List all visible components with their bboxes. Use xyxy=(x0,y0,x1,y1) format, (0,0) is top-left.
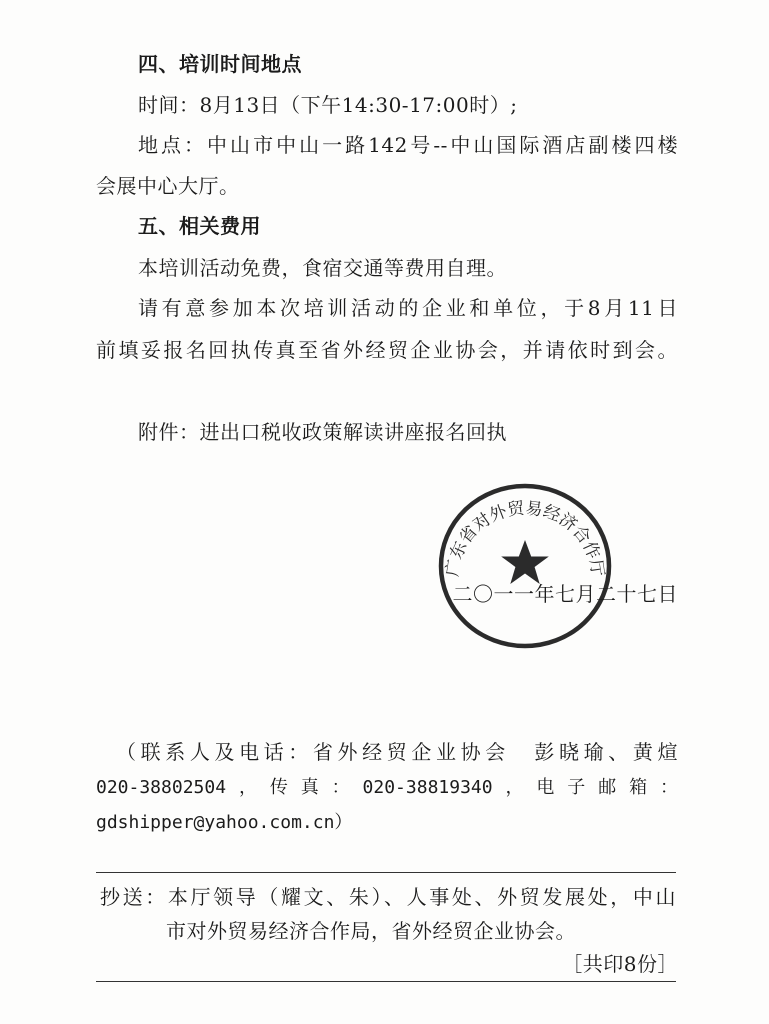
seal-star-icon xyxy=(501,540,549,584)
cc-top-divider xyxy=(96,872,676,873)
cc-line1: 抄送：本厅领导（耀文、朱）、人事处、外贸发展处，中山 xyxy=(100,885,676,909)
contact-line1: （联系人及电话：省外经贸企业协会 彭晓瑜、黄煊 xyxy=(116,740,678,764)
fee-text: 本培训活动免费，食宿交通等费用自理。 xyxy=(138,256,507,280)
contact-line3: gdshipper@yahoo.com.cn） xyxy=(96,812,353,833)
contact-line2: 020-38802504，传真：020-38819340，电子邮箱： xyxy=(96,777,678,798)
invite-line2: 前填妥报名回执传真至省外经贸企业协会，并请依时到会。 xyxy=(96,338,678,362)
invite-line1: 请有意参加本次培训活动的企业和单位，于8月11日 xyxy=(138,296,678,320)
training-place-line2: 会展中心大厅。 xyxy=(96,174,240,198)
cc-bottom-divider xyxy=(96,981,676,982)
issue-date: 二〇一一年七月二十七日 xyxy=(452,582,678,606)
seal-ring-text: 广东省对外贸易经济合作厅 xyxy=(442,498,608,578)
official-seal xyxy=(432,480,618,650)
training-time: 时间：8月13日（下午14:30-17:00时）; xyxy=(138,93,518,117)
attachment-note: 附件：进出口税收政策解读讲座报名回执 xyxy=(138,420,507,444)
section4-heading: 四、培训时间地点 xyxy=(138,52,302,76)
section5-heading: 五、相关费用 xyxy=(138,214,261,238)
training-place-line1: 地点：中山市中山一路142号--中山国际酒店副楼四楼 xyxy=(138,133,678,157)
cc-line2: 市对外贸易经济合作局，省外经贸企业协会。 xyxy=(166,919,576,943)
copy-count: ［共印8份］ xyxy=(562,952,678,976)
